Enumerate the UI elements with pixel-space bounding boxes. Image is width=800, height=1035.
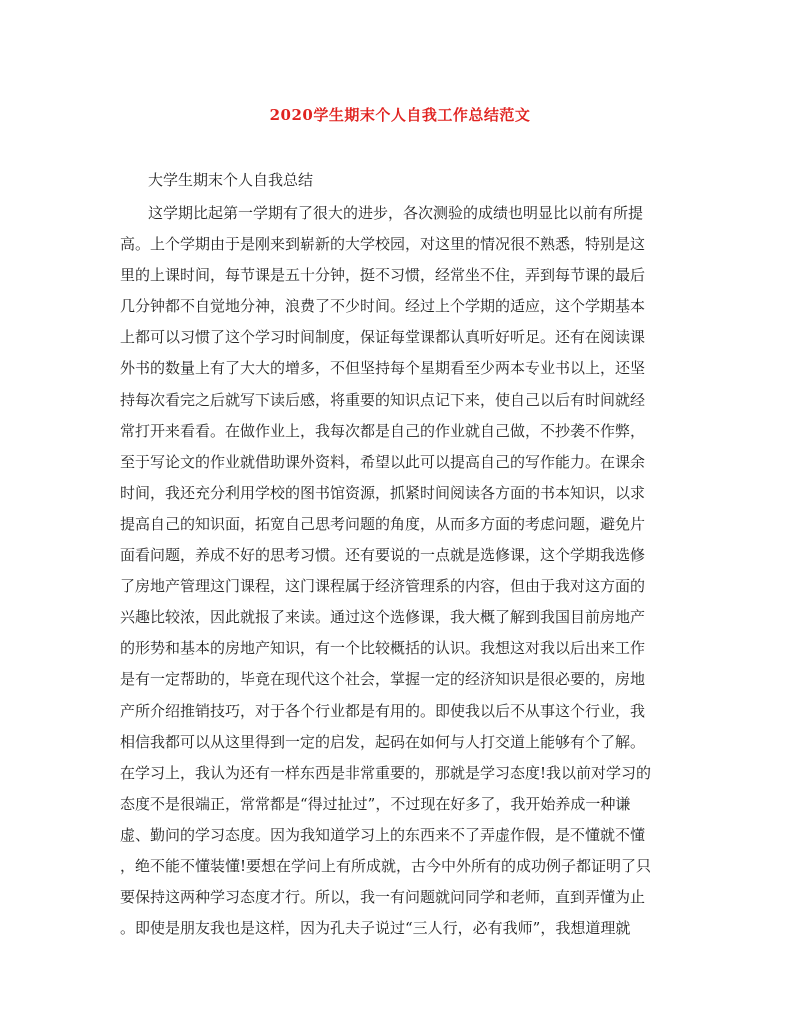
body-line: 常打开来看看。在做作业上，我每次都是自己的作业就自己做，不抄袭不作弊，: [120, 421, 646, 440]
body-line: 面看问题，养成不好的思考习惯。还有要说的一点就是选修课，这个学期我选修: [120, 546, 646, 565]
body-line: 上都可以习惯了这个学习时间制度，保证每堂课都认真听好听足。还有在阅读课: [120, 328, 646, 347]
body-line: 在学习上，我认为还有一样东西是非常重要的，那就是学习态度!我以前对学习的: [120, 763, 652, 782]
body-line: 提高自己的知识面，拓宽自己思考问题的角度，从而多方面的考虑问题，避免片: [120, 514, 646, 533]
body-line: 高。上个学期由于是刚来到崭新的大学校园，对这里的情况很不熟悉，特别是这: [120, 235, 646, 254]
body-line: 。即使是朋友我也是这样，因为孔夫子说过“三人行，必有我师”，我想道理就: [120, 919, 631, 938]
body-line: 相信我都可以从这里得到一定的启发，起码在如何与人打交道上能够有个了解。: [120, 732, 646, 751]
body-line: 了房地产管理这门课程，这门课程属于经济管理系的内容，但由于我对这方面的: [120, 577, 646, 596]
body-line: 几分钟都不自觉地分神，浪费了不少时间。经过上个学期的适应，这个学期基本: [120, 297, 646, 316]
body-line: 虚、勤问的学习态度。因为我知道学习上的东西来不了弄虚作假，是不懂就不懂: [120, 825, 646, 844]
document-body: [120, 201, 690, 947]
document-subheading: 大学生期末个人自我总结: [148, 171, 314, 189]
body-line: 态度不是很端正，常常都是“得过扯过”，不过现在好多了，我开始养成一种谦: [120, 794, 631, 813]
body-line: 的形势和基本的房地产知识，有一个比较概括的认识。我想这对我以后出来工作: [120, 639, 646, 658]
body-line: 这学期比起第一学期有了很大的进步，各次测验的成绩也明显比以前有所提: [148, 204, 644, 222]
body-line: 时间，我还充分利用学校的图书馆资源，抓紧时间阅读各方面的书本知识，以求: [120, 483, 646, 502]
body-line: 产所介绍推销技巧，对于各个行业都是有用的。即使我以后不从事这个行业，我: [120, 701, 646, 720]
body-line: 要保持这两种学习态度才行。所以，我一有问题就问同学和老师，直到弄懂为止: [120, 888, 646, 907]
body-line: 兴趣比较浓，因此就报了来读。通过这个选修课，我大概了解到我国目前房地产: [120, 608, 646, 627]
body-line: 至于写论文的作业就借助课外资料，希望以此可以提高自己的写作能力。在课余: [120, 452, 646, 471]
body-line: 里的上课时间，每节课是五十分钟，挺不习惯，经常坐不住，弄到每节课的最后: [120, 266, 646, 285]
body-line: 持每次看完之后就写下读后感，将重要的知识点记下来，使自己以后有时间就经: [120, 390, 646, 409]
document-title: 2020学生期末个人自我工作总结范文: [269, 106, 531, 124]
body-line: ，绝不能不懂装懂!要想在学问上有所成就，古今中外所有的成功例子都证明了只: [120, 856, 652, 875]
body-line: 是有一定帮助的，毕竟在现代这个社会，掌握一定的经济知识是很必要的，房地: [120, 670, 646, 689]
body-line: 外书的数量上有了大大的增多，不但坚持每个星期看至少两本专业书以上，还坚: [120, 359, 646, 378]
